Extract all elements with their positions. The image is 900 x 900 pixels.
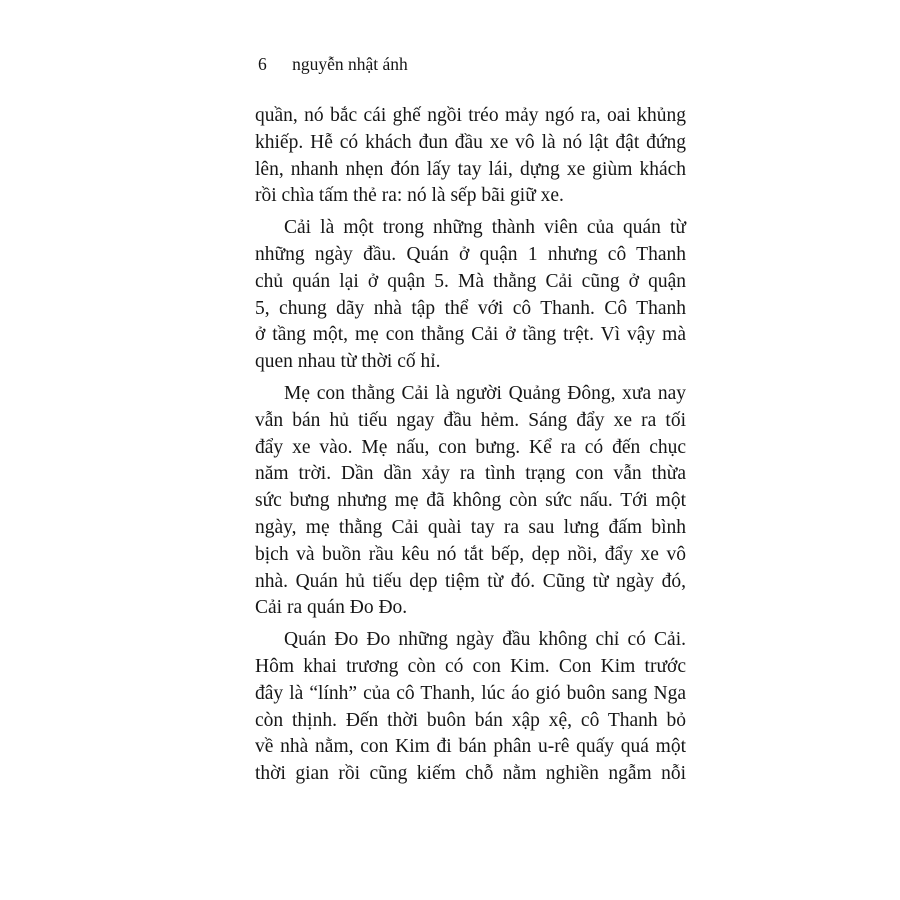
text-line: thời gian rồi cũng kiếm chỗ nằm nghiền ngẫm nỗi — [255, 763, 686, 785]
text-line: Hôm khai trương còn có con Kim. Con Kim trước — [255, 655, 686, 677]
text-line: còn thịnh. Đến thời buôn bán xập xệ, cô Thanh bỏ — [255, 709, 686, 731]
text-line: nhà. Quán hủ tiếu dẹp tiệm từ đó. Cũng từ ngày đó, — [255, 570, 686, 592]
paragraph — [255, 627, 686, 788]
paragraph — [255, 381, 686, 622]
text-line: quen nhau từ thời cố hỉ. — [255, 351, 441, 373]
text-line: đây là “lính” của cô Thanh, lúc áo gió buôn sang Nga — [255, 682, 686, 704]
text-block — [255, 103, 686, 788]
text-line: ngày, mẹ thằng Cải quài tay ra sau lưng đấm bình — [255, 516, 686, 538]
paragraph — [255, 215, 686, 376]
text-line: bịch và buồn rầu kêu nó tắt bếp, dẹp nồi, đẩy xe vô — [255, 543, 686, 565]
text-line: ở tầng một, mẹ con thằng Cải ở tầng trệt. Vì vậy mà — [255, 324, 686, 346]
page-header — [258, 53, 408, 75]
text-line: đẩy xe vào. Mẹ nấu, con bưng. Kể ra có đến chục — [255, 436, 686, 458]
text-line: Cải ra quán Đo Đo. — [255, 597, 408, 619]
text-line: 5, chung dãy nhà tập thể với cô Thanh. Cô Thanh — [255, 297, 686, 319]
paragraph — [255, 103, 686, 210]
text-line: Mẹ con thằng Cải là người Quảng Đông, xưa nay — [284, 382, 686, 404]
page-number: 6 — [258, 54, 267, 74]
text-line: khiếp. Hễ có khách đun đầu xe vô là nó lật đật đứng — [255, 131, 686, 153]
text-line: năm trời. Dần dần xảy ra tình trạng con vẫn thừa — [255, 463, 686, 485]
text-line: Quán Đo Đo những ngày đầu không chỉ có Cải. — [284, 629, 686, 651]
text-line: quần, nó bắc cái ghế ngồi tréo mảy ngó ra, oai khủng — [255, 105, 686, 126]
text-line: những ngày đầu. Quán ở quận 1 nhưng cô Thanh — [255, 243, 686, 265]
text-line: chủ quán lại ở quận 5. Mà thằng Cải cũng ở quận — [255, 270, 686, 292]
running-title: nguyễn nhật ánh — [292, 54, 408, 74]
text-line: rồi chìa tấm thẻ ra: nó là sếp bãi giữ xe. — [255, 185, 564, 207]
text-line: lên, nhanh nhẹn đón lấy tay lái, dựng xe giùm khách — [255, 158, 686, 180]
text-line: về nhà nằm, con Kim đi bán phân u-rê quấy quá một — [255, 736, 686, 758]
text-line: vẫn bán hủ tiếu ngay đầu hẻm. Sáng đẩy xe ra tối — [255, 409, 686, 431]
text-line: Cải là một trong những thành viên của quán từ — [284, 217, 686, 239]
text-line: sức bưng nhưng mẹ đã không còn sức nấu. Tới một — [255, 490, 686, 512]
